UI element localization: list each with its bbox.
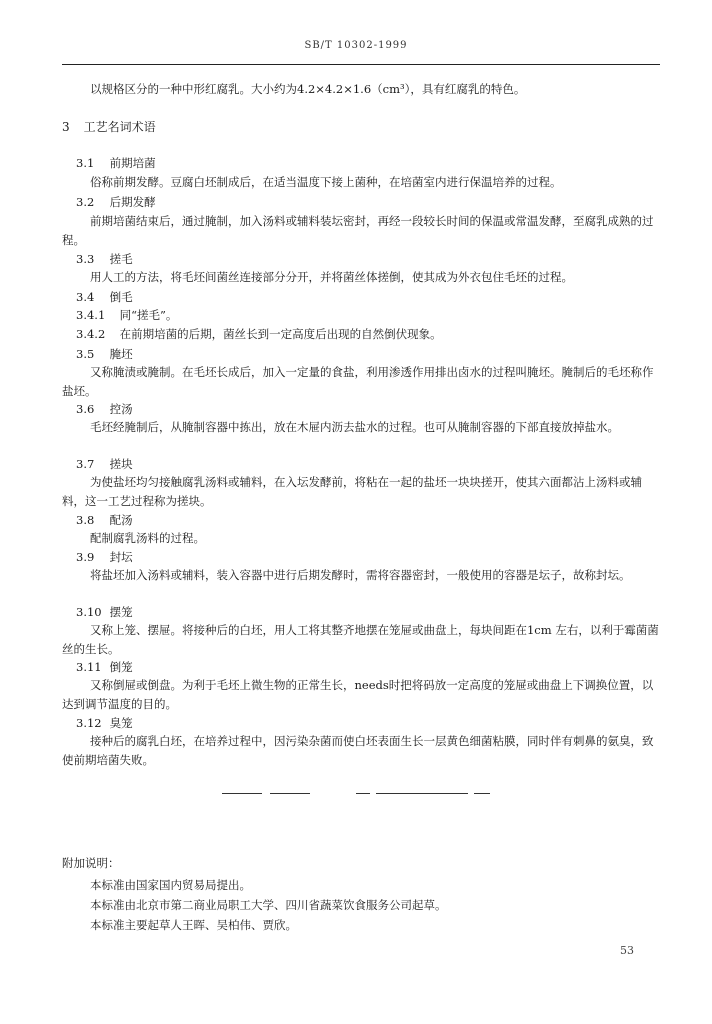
term-definition-3-10: 又称上笼、摆屉。将接种后的白坯，用人工将其整齐地摆在笼屉或曲盘上，每块间距在1cm 左右，以利于霉菌菌丝的生长。: [62, 623, 659, 656]
term-heading-3-8: 3.8 配汤: [76, 513, 133, 527]
term: 前期培菌: [109, 156, 156, 170]
term: 后期发酵: [109, 195, 156, 209]
section-title: 工艺名词术语: [83, 120, 156, 134]
note-line: 本标准由国家国内贸易局提出。: [90, 878, 251, 892]
term: 配汤: [109, 513, 133, 527]
term-heading-3-12: 3.12 臭笼: [76, 716, 133, 730]
term-definition-3-11: 又称倒屉或倒盘。为利于毛坯上微生物的正常生长，needs时把将码放一定高度的笼屉或曲盘上下调换位置，以达到调节温度的目的。: [62, 678, 654, 711]
notes-title: 附加说明：: [62, 856, 120, 870]
term-definition-3-12: 接种后的腐乳白坯，在培养过程中，因污染杂菌而使白坯表面生长一层黄色细菌粘膜，同时伴有刺鼻的氨臭，致使前期培菌失败。: [62, 734, 654, 767]
term-heading-3-11: 3.11 倒笼: [76, 660, 133, 674]
term: 搓块: [109, 457, 133, 471]
term-definition-3-5: 又称腌渍或腌制。在毛坯长成后，加入一定量的食盐，利用渗透作用排出卤水的过程叫腌坯。腌制后的毛坯称作盐坯。: [62, 365, 654, 398]
term: 搓毛: [109, 252, 133, 266]
section-number: 3: [62, 120, 70, 134]
end-rule-segment: [222, 793, 262, 794]
term-definition-3-2: 前期培菌结束后，通过腌制，加入汤料或辅料装坛密封，再经一段较长时间的保温或常温发酵，至腐乳成熟的过程。: [62, 214, 654, 247]
term-definition-3-6: 毛坯经腌制后，从腌制容器中拣出，放在木屉内沥去盐水的过程。也可从腌制容器的下部直接放掉盐水。: [90, 420, 619, 434]
term-heading-3-5: 3.5 腌坯: [76, 347, 133, 361]
term: 倒毛: [109, 290, 133, 304]
term-heading-3-3: 3.3 搓毛: [76, 252, 133, 266]
term-definition-3-9: 将盐坯加入汤料或辅料，装入容器中进行后期发酵时，需将容器密封，一般使用的容器是坛子，故称封坛。: [90, 568, 631, 582]
term-definition-3-7: 为使盐坯均匀接触腐乳汤料或辅料，在入坛发酵前，将粘在一起的盐坯一块块搓开，使其六面都沾上汤料或辅料，这一工艺过程称为搓块。: [62, 475, 642, 508]
term-heading-3-6: 3.6 控汤: [76, 402, 133, 416]
intro-continuation: 以规格区分的一种中形红腐乳。大小约为4.2×4.2×1.6（cm³），具有红腐乳的特色。: [90, 82, 526, 96]
note-line: 本标准主要起草人王晖、吴柏伟、贾欣。: [90, 918, 297, 932]
term: 控汤: [109, 402, 133, 416]
term: 臭笼: [109, 716, 133, 730]
note-line: 本标准由北京市第二商业局职工大学、四川省蔬菜饮食服务公司起草。: [90, 898, 447, 912]
term: 封坛: [109, 550, 133, 564]
term-heading-3-4: 3.4 倒毛: [76, 290, 133, 304]
term-3-4-1: 3.4.1 同“搓毛”。: [76, 308, 178, 322]
end-rule-segment: [474, 793, 490, 794]
header-rule: [62, 64, 660, 65]
term-heading-3-1: 3.1 前期培菌: [76, 156, 156, 170]
page-number: 53: [620, 944, 634, 957]
section-3-heading: [62, 118, 156, 137]
term-heading-3-10: 3.10 摆笼: [76, 605, 133, 619]
term-definition-3-3: 用人工的方法，将毛坯间菌丝连接部分分开，并将菌丝体搓倒，使其成为外衣包住毛坯的过程。: [90, 270, 573, 284]
term-3-4-2: 3.4.2 在前期培菌的后期，菌丝长到一定高度后出现的自然倒伏现象。: [76, 327, 442, 341]
term-heading-3-7: 3.7 搓块: [76, 457, 133, 471]
term-definition-3-8: 配制腐乳汤料的过程。: [90, 531, 205, 545]
term-heading-3-2: 3.2 后期发酵: [76, 195, 156, 209]
term: 摆笼: [109, 605, 133, 619]
term: 腌坯: [109, 347, 133, 361]
term: 倒笼: [109, 660, 133, 674]
end-rule-segment: [376, 793, 468, 794]
end-rule-segment: [270, 793, 310, 794]
term-definition-3-1: 俗称前期发酵。豆腐白坯制成后，在适当温度下接上菌种，在培菌室内进行保温培养的过程。: [90, 175, 562, 189]
standard-code: SB/T 10302-1999: [304, 40, 408, 51]
term-heading-3-9: 3.9 封坛: [76, 550, 133, 564]
end-rule-segment: [356, 793, 370, 794]
